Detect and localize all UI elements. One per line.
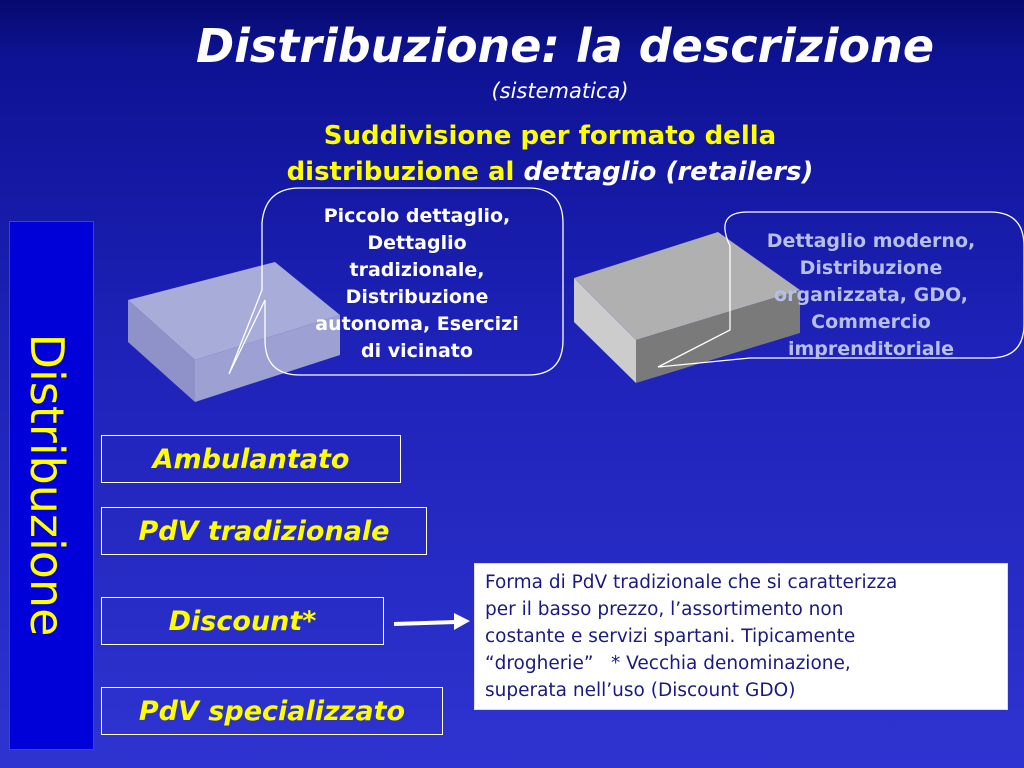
- discount-description: [474, 563, 1008, 710]
- heading-plain: distribuzione al: [286, 157, 524, 187]
- format-box-discount: Discount*: [101, 597, 384, 645]
- callout-line: Dettaglio moderno,: [766, 230, 976, 252]
- callout-line: Distribuzione: [345, 286, 489, 308]
- callout-line: organizzata, GDO,: [774, 284, 968, 306]
- callout-line: autonoma, Esercizi: [315, 313, 519, 335]
- format-box-ambulantato: Ambulantato: [101, 435, 401, 483]
- slide-title: Distribuzione: la descrizione: [195, 19, 935, 73]
- callout-line: Distribuzione: [799, 257, 943, 279]
- heading-line-1: Suddivisione per formato della: [323, 121, 777, 151]
- description-line: per il basso prezzo, l’assortimento non: [485, 599, 844, 620]
- description-line: costante e servizi spartani. Tipicamente: [485, 626, 856, 647]
- callout-line: imprenditoriale: [787, 338, 955, 360]
- description-line: Forma di PdV tradizionale che si caratterizza: [485, 572, 898, 593]
- callout-line: di vicinato: [361, 340, 473, 362]
- heading-italic: dettaglio (retailers): [523, 157, 814, 187]
- description-line: “drogherie” * Vecchia denominazione,: [485, 653, 851, 674]
- side-label: Distribuzione: [20, 333, 74, 637]
- arrow-icon: [394, 613, 470, 630]
- callout-line: Commercio: [811, 311, 931, 333]
- description-line: superata nell’uso (Discount GDO): [485, 680, 796, 701]
- callout-line: tradizionale,: [349, 259, 485, 281]
- slide-subtitle: (sistematica): [491, 79, 629, 103]
- callout-modern: [738, 228, 1004, 363]
- callout-line: Dettaglio: [367, 232, 467, 254]
- format-box-pdv-tradizionale: PdV tradizionale: [101, 507, 427, 555]
- callout-line: Piccolo dettaglio,: [323, 205, 511, 227]
- format-box-pdv-specializzato: PdV specializzato: [101, 687, 443, 735]
- callout-traditional: [282, 203, 552, 365]
